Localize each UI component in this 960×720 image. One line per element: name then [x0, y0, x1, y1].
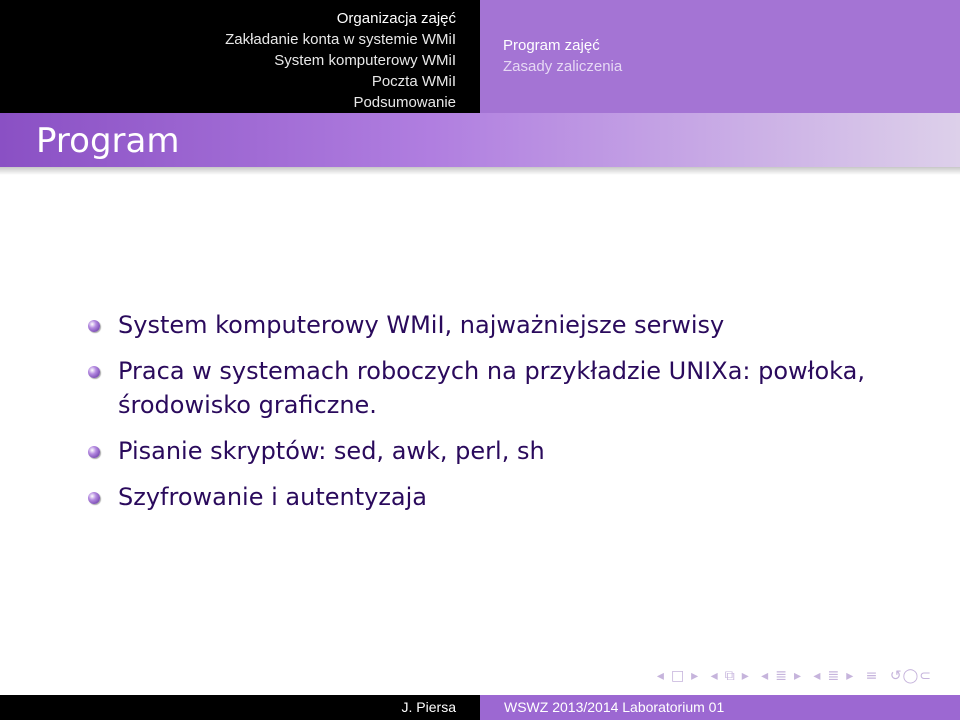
section-icon[interactable]: ≣ — [827, 668, 841, 684]
frame-title-bar — [0, 113, 960, 167]
section-list — [225, 8, 456, 113]
footer-author: J. Piersa — [401, 699, 456, 715]
navigation-symbols — [651, 668, 932, 684]
header-subsections-panel — [480, 0, 960, 113]
prev-subsection-arrow-icon[interactable]: ◂ — [761, 668, 770, 684]
footer-left — [0, 695, 480, 720]
slide-icon[interactable]: □ — [670, 668, 686, 684]
bullet-text: Pisanie skryptów: sed, awk, perl, sh — [118, 437, 545, 465]
list-item — [88, 480, 908, 514]
frame-title: Program — [36, 121, 180, 161]
subsection-link-zasady-zaliczenia[interactable]: Zasady zaliczenia — [503, 58, 623, 75]
bullet-text: System komputerowy WMiI, najważniejsze serwisy — [118, 311, 725, 339]
next-frame-arrow-icon[interactable]: ▸ — [741, 668, 750, 684]
subsection-list — [503, 35, 622, 77]
section-link-system-komputerowy[interactable]: System komputerowy WMiI — [274, 52, 456, 69]
footer-right — [480, 695, 960, 720]
footer — [0, 695, 960, 720]
next-slide-arrow-icon[interactable]: ▸ — [691, 668, 700, 684]
header-sections-panel — [0, 0, 480, 113]
bullet-text: Praca w systemach roboczych na przykładzie UNIXa: powłoka, środowisko graficzne. — [118, 357, 865, 419]
prev-section-arrow-icon[interactable]: ◂ — [813, 668, 822, 684]
list-item — [88, 308, 908, 342]
bullet-ball-icon — [88, 492, 100, 504]
frame-title-shadow — [0, 167, 960, 175]
next-subsection-arrow-icon[interactable]: ▸ — [793, 668, 802, 684]
header-navigation — [0, 0, 960, 113]
frame-icon[interactable]: ⧉ — [724, 668, 736, 684]
bullet-ball-icon — [88, 446, 100, 458]
prev-slide-arrow-icon[interactable]: ◂ — [656, 668, 665, 684]
section-link-podsumowanie[interactable]: Podsumowanie — [353, 94, 456, 111]
bullet-list — [88, 308, 908, 526]
search-back-icon[interactable]: ↺◯⊂ — [889, 668, 932, 684]
bullet-text: Szyfrowanie i autentyzaja — [118, 483, 428, 511]
bullet-ball-icon — [88, 320, 100, 332]
subsection-icon[interactable]: ≣ — [775, 668, 788, 684]
list-item — [88, 434, 908, 468]
section-link-poczta[interactable]: Poczta WMiI — [371, 73, 456, 90]
next-section-arrow-icon[interactable]: ▸ — [846, 668, 855, 684]
section-link-zakladanie-konta[interactable]: Zakładanie konta w systemie WMiI — [225, 31, 456, 48]
subsection-link-program-zajec[interactable]: Program zajęć — [503, 37, 600, 54]
list-item — [88, 354, 908, 422]
section-link-organizacja[interactable]: Organizacja zajęć — [336, 10, 456, 27]
prev-frame-arrow-icon[interactable]: ◂ — [710, 668, 719, 684]
align-icon[interactable]: ≡ — [865, 668, 879, 684]
footer-course: WSWZ 2013/2014 Laboratorium 01 — [504, 699, 725, 715]
bullet-ball-icon — [88, 366, 100, 378]
